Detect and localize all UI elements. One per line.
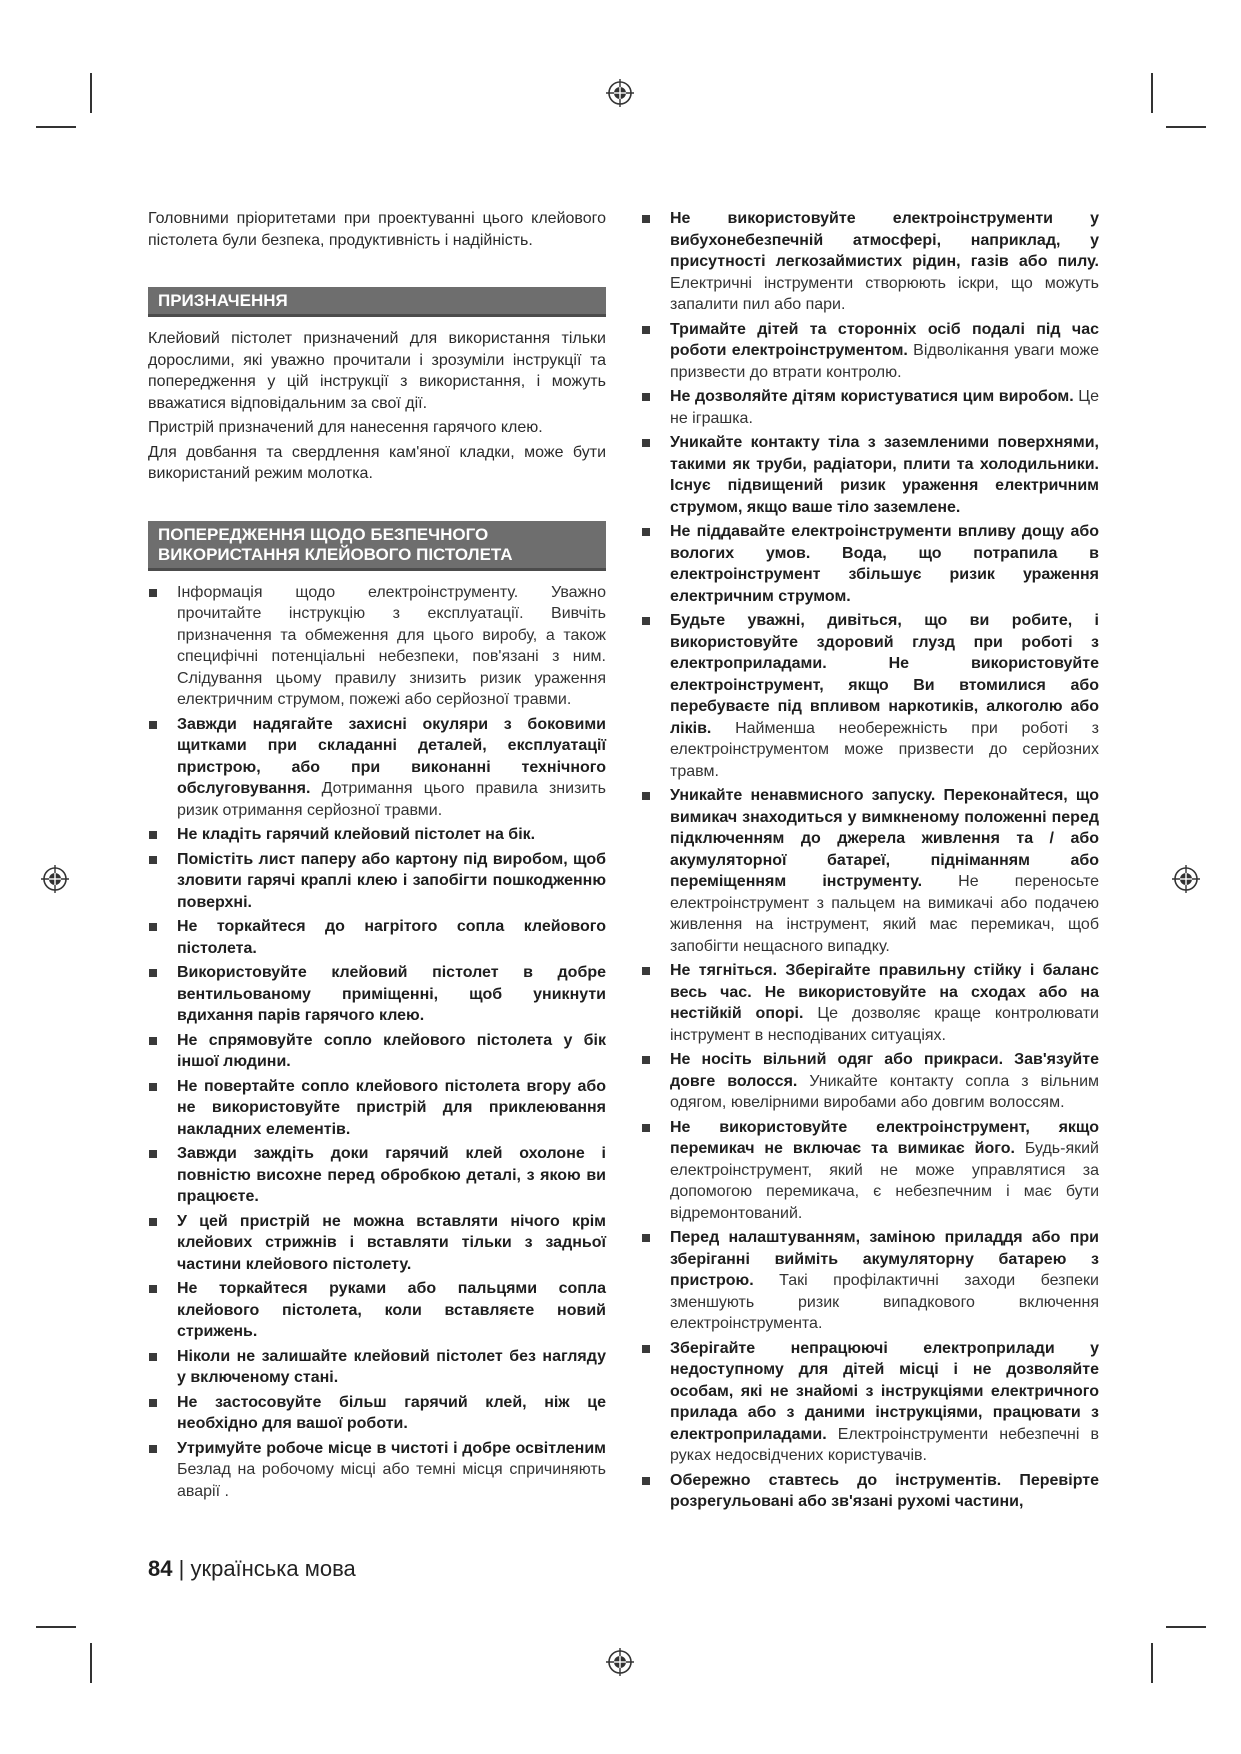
- list-item-text: Електричні інструменти створюють іскри, що можуть запалити пил або пари.: [670, 274, 1099, 313]
- safety-list: [148, 582, 606, 1503]
- bullet-square-icon: [149, 1285, 157, 1293]
- bullet-square-icon: [642, 439, 650, 447]
- list-item-text: Це дозволяє краще контролювати інструмент в несподіваних ситуаціях.: [670, 1005, 1099, 1044]
- list-item-bold: Уникайте ненавмисного запуску. Переконайтеся, що вимикач знаходиться у вимкненому положенні перед підключенням до джерела живлення та / або акумуляторної батареї, підніманням або переміщенням інструменту.: [670, 787, 1099, 890]
- list-item: [641, 1470, 1099, 1513]
- list-item: [641, 319, 1099, 384]
- list-item-bold: Уникайте контакту тіла з заземленими поверхнями, такими як труби, радіатори, плити та холодильники. Існує підвищений ризик ураження електричним струмом, якщо ваше тіло заземлене.: [670, 434, 1099, 516]
- bullet-square-icon: [642, 326, 650, 334]
- list-item-bold: Не дозволяйте дітям користуватися цим виробом.: [670, 388, 1074, 405]
- intro-paragraph: Головними пріоритетами при проектуванні цього клейового пістолета були безпека, продуктивність і надійність.: [148, 210, 606, 249]
- footer-language: українська мова: [190, 1556, 356, 1581]
- section-heading-safety: [148, 521, 606, 571]
- list-item-bold: Не застосовуйте більш гарячий клей, ніж це необхідно для вашої роботи.: [177, 1393, 606, 1432]
- crop-mark: [36, 126, 76, 128]
- list-item-bold: Будьте уважні, дивіться, що ви робите, і використовуйте здоровий глузд при роботі з електроприладами. Не використовуйте електроінструмент, якщо Ви втомилися або перебуваєте під впливом наркотиків, алкоголю або ліків.: [670, 612, 1099, 737]
- list-item: [148, 1211, 606, 1276]
- bullet-square-icon: [149, 1399, 157, 1407]
- list-item-bold: Не торкайтеся руками або пальцями сопла клейового пістолета, коли вставляєте новий стрижень.: [177, 1280, 606, 1340]
- list-item-bold: Не використовуйте електроінструменти у вибухонебезпечній атмосфері, наприклад, у присутності легкозаймистих рідин, газів або пилу.: [670, 210, 1099, 270]
- list-item: [641, 432, 1099, 518]
- list-item-text: Будь-який електроінструмент, який не може управлятися за допомогою перемикача, є небезпечним і має бути відремонтований.: [670, 1140, 1099, 1222]
- list-item-text: Безлад на робочому місці або темні місця спричиняють аварії .: [177, 1461, 606, 1500]
- list-item-bold: Тримайте дітей та сторонніх осіб подалі під час роботи електроінструментом.: [670, 320, 1099, 359]
- registration-mark-icon: [1171, 864, 1201, 894]
- crop-mark: [36, 1626, 76, 1628]
- bullet-square-icon: [642, 1477, 650, 1485]
- list-item-text: Не переносьте електроінструмент з пальцем на вимикачі або подачею живлення на інструмент, який має перемикач, щоб запобігти нещасного випадку.: [670, 873, 1099, 955]
- page-footer: [148, 1556, 356, 1582]
- crop-mark: [90, 73, 92, 113]
- bullet-square-icon: [149, 1150, 157, 1158]
- list-item-bold: Перед налаштуванням, заміною приладдя або при зберіганні вийміть акумуляторну батарею з пристрою.: [670, 1229, 1099, 1289]
- bullet-square-icon: [149, 969, 157, 977]
- bullet-square-icon: [642, 393, 650, 401]
- safety-list-continued: [641, 208, 1099, 1513]
- registration-mark-icon: [605, 1647, 635, 1677]
- list-item: [148, 849, 606, 914]
- list-item: [148, 1030, 606, 1073]
- crop-mark: [1166, 126, 1206, 128]
- list-item-bold: У цей пристрій не можна вставляти нічого крім клейових стрижнів і вставляти тільки з задньої частини клейового пістолету.: [177, 1212, 606, 1273]
- crop-mark: [1166, 1626, 1206, 1628]
- bullet-square-icon: [149, 1083, 157, 1091]
- list-item: [148, 1346, 606, 1389]
- list-item: [148, 714, 606, 822]
- list-item-bold: Помістіть лист паперу або картону під виробом, щоб зловити гарячі краплі клею і запобігти пошкодженню поверхні.: [177, 850, 606, 911]
- heading-line: ПОПЕРЕДЖЕННЯ ЩОДО БЕЗПЕЧНОГО: [158, 524, 489, 544]
- list-item: [148, 1438, 606, 1503]
- registration-mark-icon: [605, 78, 635, 108]
- crop-mark: [1151, 1643, 1153, 1683]
- list-item: [641, 1227, 1099, 1335]
- list-item-bold: Зберігайте непрацюючі електроприлади у недоступному для дітей місці і не дозволяйте особам, які не знайомі з інструкціями електричного прилада або з даними інструкціями, працювати з електроприладами.: [670, 1339, 1099, 1443]
- list-item-bold: Використовуйте клейовий пістолет в добре вентильованому приміщенні, щоб уникнути вдихання парів гарячого клею.: [177, 964, 606, 1024]
- crop-mark: [90, 1643, 92, 1683]
- list-item: [148, 1143, 606, 1208]
- bullet-square-icon: [642, 215, 650, 223]
- list-item: [148, 582, 606, 711]
- crop-mark: [1151, 73, 1153, 113]
- right-column: [641, 208, 1099, 1516]
- bullet-square-icon: [149, 1218, 157, 1226]
- bullet-square-icon: [642, 1345, 650, 1353]
- bullet-square-icon: [642, 1056, 650, 1064]
- page-number: 84: [148, 1556, 173, 1581]
- list-item-text: Інформація щодо електроінструменту. Уважно прочитайте інструкцію з експлуатації. Вивчіть призначення та обмеження для цього виробу, а також специфічні потенціальні небезпеки, пов'язані з ним. Слідування цьому правилу знизить ризик ураження електричним струмом, пожежі або серйозної травми.: [177, 583, 606, 708]
- list-item-bold: Не піддавайте електроінструменти впливу дощу або вологих умов. Вода, що потрапила в електроінструмент збільшує ризик ураження електричним струмом.: [670, 523, 1099, 605]
- bullet-square-icon: [149, 1353, 157, 1361]
- bullet-square-icon: [149, 589, 157, 597]
- list-item: [148, 1076, 606, 1141]
- bullet-square-icon: [149, 831, 157, 839]
- list-item: [148, 1278, 606, 1343]
- paragraph: Для довбання та свердлення кам'яної кладки, може бути використаний режим молотка.: [148, 443, 606, 482]
- list-item-text: Електроінструменти небезпечні в руках недосвідчених користувачів.: [670, 1425, 1099, 1464]
- bullet-square-icon: [642, 967, 650, 975]
- list-item: [641, 1338, 1099, 1467]
- registration-mark-icon: [40, 864, 70, 894]
- list-item-bold: Не кладіть гарячий клейовий пістолет на бік.: [177, 826, 536, 843]
- bullet-square-icon: [149, 923, 157, 931]
- list-item-text: Уникайте контакту сопла з вільним одягом, ювелірними виробами або довгим волоссям.: [670, 1072, 1100, 1111]
- list-item-text: Найменша необережність при роботі з електроінструментом може призвести до серйозних травм.: [670, 719, 1099, 780]
- list-item: [148, 962, 606, 1027]
- bullet-square-icon: [642, 617, 650, 625]
- bullet-square-icon: [642, 1124, 650, 1132]
- bullet-square-icon: [149, 1037, 157, 1045]
- bullet-square-icon: [642, 792, 650, 800]
- bullet-square-icon: [149, 856, 157, 864]
- list-item-text: Відволікання уваги може призвести до втрати контролю.: [670, 342, 1099, 381]
- heading-line: ВИКОРИСТАННЯ КЛЕЙОВОГО ПІСТОЛЕТА: [158, 544, 513, 564]
- list-item-bold: Завжди надягайте захисні окуляри з боковими щитками при складанні деталей, експлуатації пристрою, або при виконанні технічного обслуговування.: [177, 715, 606, 797]
- list-item-bold: Не спрямовуйте сопло клейового пістолета у бік іншої людини.: [177, 1031, 606, 1070]
- list-item-bold: Не повертайте сопло клейового пістолета вгору або не використовуйте пристрій для приклеювання накладних елементів.: [177, 1077, 606, 1138]
- list-item: [641, 386, 1099, 429]
- bullet-square-icon: [642, 1234, 650, 1242]
- left-column: [148, 208, 606, 1505]
- list-item-bold: Не тягніться. Зберігайте правильну стійку і баланс весь час. Не використовуйте на сходах або на нестійкій опорі.: [670, 962, 1099, 1022]
- list-item: [641, 610, 1099, 782]
- list-item: [641, 960, 1099, 1046]
- list-item-text: Дотримання цього правила знизить ризик отримання серйозної травми.: [177, 780, 606, 819]
- footer-separator: |: [178, 1556, 185, 1581]
- list-item-bold: Завжди заждіть доки гарячий клей охолоне і повністю висохне перед обробкою деталі, з якою ви працюєте.: [177, 1145, 606, 1205]
- paragraph: Пристрій призначений для нанесення гарячого клею.: [148, 419, 543, 436]
- list-item: [641, 521, 1099, 607]
- bullet-square-icon: [642, 528, 650, 536]
- list-item-bold: Обережно ставтесь до інструментів. Перевірте розрегульовані або зв'язані рухомі частини,: [670, 1471, 1099, 1510]
- list-item-bold: Утримуйте робоче місце в чистоті і добре освітленим: [177, 1439, 606, 1457]
- list-item: [148, 916, 606, 959]
- list-item: [641, 1049, 1099, 1114]
- list-item: [641, 1117, 1099, 1225]
- list-item-bold: Не носіть вільний одяг або прикраси. Зав'язуйте довге волосся.: [670, 1051, 1099, 1090]
- list-item: [641, 785, 1099, 957]
- list-item: [148, 1392, 606, 1435]
- list-item-text: Це не іграшка.: [670, 388, 1099, 427]
- paragraph: Клейовий пістолет призначений для використання тільки дорослими, які уважно прочитали і зрозуміли інструкції та попередження у цій інструкції з використання, і можуть вважатися відповідальним за свої дії.: [148, 330, 606, 412]
- list-item: [641, 208, 1099, 316]
- section-heading-purpose: ПРИЗНАЧЕННЯ: [148, 287, 606, 317]
- bullet-square-icon: [149, 1445, 157, 1453]
- list-item-bold: Не використовуйте електроінструмент, якщо перемикач не включає та вимикає його.: [670, 1118, 1099, 1157]
- bullet-square-icon: [149, 721, 157, 729]
- list-item-bold: Не торкайтеся до нагрітого сопла клейового пістолета.: [177, 918, 606, 957]
- list-item-bold: Ніколи не залишайте клейовий пістолет без нагляду у включеному стані.: [177, 1347, 606, 1386]
- list-item-text: Такі профілактичні заходи безпеки зменшують ризик випадкового включення електроінструмента.: [670, 1272, 1099, 1332]
- list-item: [148, 824, 606, 846]
